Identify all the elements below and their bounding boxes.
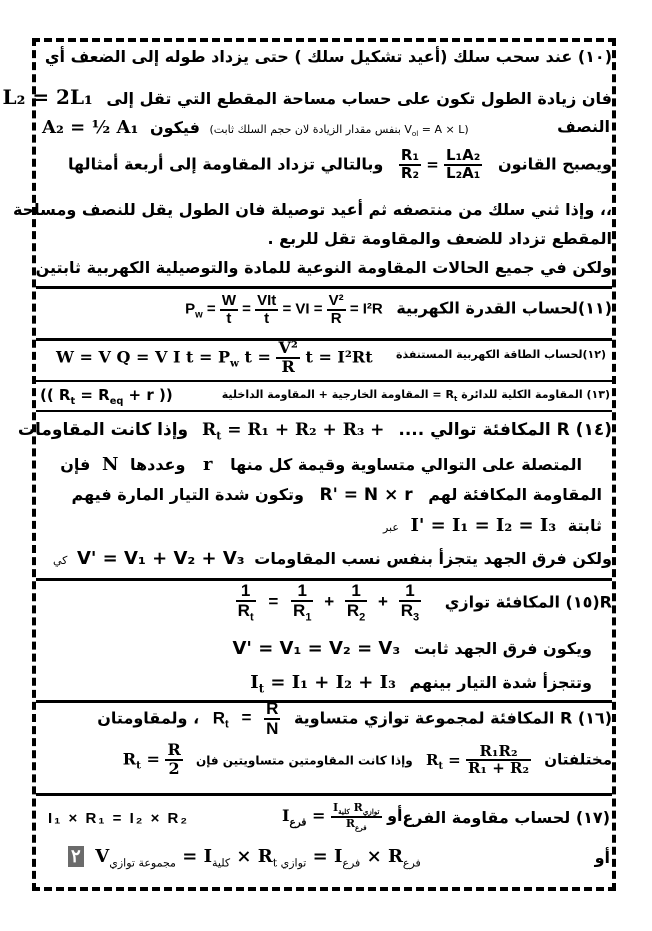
divider-7 <box>36 793 612 796</box>
section-17-label: (١٧) لحساب مقاومة الفرع <box>402 808 610 827</box>
half-eq-r: R <box>122 749 137 769</box>
section-10-length-equation: L₂ = 2L₁ <box>2 85 93 109</box>
section-14-line-4-b: عبر <box>382 521 399 534</box>
frac-r3-r: R <box>400 600 413 620</box>
section-14-line-4-a: ثابتة <box>567 516 602 535</box>
divider-1 <box>36 286 612 289</box>
frac-la-la <box>444 148 482 182</box>
series-eq-r: R <box>202 420 217 440</box>
frac-rt <box>236 602 256 624</box>
frac-branch-den-r: R <box>345 816 355 830</box>
section-16-line-2-a: مختلفتان <box>544 750 612 769</box>
section-14-line-3-a: المقاومة المكافئة لهم <box>428 485 602 504</box>
section-10-line-3-end: النصف <box>557 117 610 136</box>
frac-r-n-den: N <box>266 718 279 738</box>
section-14-line-2-a: المتصلة على التوالي متساوية وقيمة كل منها <box>230 455 582 474</box>
energy-eq-b: t = <box>244 347 271 367</box>
resistance-eq-sub2: eq <box>109 396 124 407</box>
pw-sub: w <box>195 309 203 321</box>
voltage-eq-d-sub: كلية <box>212 856 231 870</box>
section-11-label: (١١)لحساب القدرة الكهربية <box>396 298 612 318</box>
volume-note-v: (V <box>404 123 469 136</box>
frac-r2: R₂ <box>400 163 420 182</box>
frac-branch-num <box>331 802 382 818</box>
section-16-line-1-end: ، ولمقاومتان <box>97 708 200 728</box>
section-10-line-2-text: فان زيادة الطول تكون على حساب مساحة المقطع التي تقل إلى <box>106 89 612 108</box>
frac-r-n <box>264 700 280 738</box>
section-15-line-1 <box>236 582 612 624</box>
divider-3 <box>36 380 612 382</box>
section-13-line <box>40 386 610 407</box>
voltage-eq-e-sub: t توازي <box>272 856 307 870</box>
frac-r3-d <box>399 602 421 624</box>
frac-r-2-num: R <box>167 740 181 759</box>
frac-v2-r <box>327 293 346 327</box>
frac-v2: V² <box>328 292 344 309</box>
frac-r1-d <box>291 602 313 624</box>
frac-r2-d <box>345 602 367 624</box>
current-eq-sub: t <box>258 681 265 696</box>
voltage-eq-d: = I <box>182 846 212 867</box>
series-eq-sub: t <box>216 429 222 443</box>
section-13-text <box>222 388 610 403</box>
two-res-eq-r: R <box>425 750 439 769</box>
section-10-law-text: ويصبح القانون <box>497 154 612 174</box>
frac-branch-den-sub: فرع <box>355 822 367 832</box>
frac-vit-t <box>255 293 278 327</box>
section-12-label: (١٢)لحساب الطاقة الكهربية المستنفذة <box>396 348 606 361</box>
half-eq-sub: t <box>136 759 141 772</box>
frac-r-2-den: 2 <box>168 758 180 778</box>
section-17-line-2 <box>68 846 610 870</box>
section-13-text-a: (١٣) المقاومة الكلية للدائرة R <box>445 388 610 401</box>
section-14-voltage-equation: V' = V₁ + V₂ + V₃ <box>76 548 245 569</box>
frac-branch-num-sub2: توازي <box>362 807 380 817</box>
section-14-line-2-c: فإن <box>60 455 91 474</box>
frac-1-r3 <box>399 582 421 624</box>
symbol-n: N <box>101 454 119 475</box>
frac-1-rt <box>236 582 256 624</box>
resistance-eq-sub: t <box>70 396 76 407</box>
frac-w: W <box>221 292 236 309</box>
resistance-eq-a: (( R <box>40 386 71 404</box>
section-16-half-equation: $R_t$ = $\frac{R}{2}$ <box>122 740 181 778</box>
section-14-series-equation <box>202 420 384 442</box>
energy-eq-sub: w <box>230 357 239 370</box>
frac-1-c: 1 <box>345 582 367 602</box>
section-11-line <box>185 293 612 327</box>
divider-4 <box>36 410 612 412</box>
frac-v2-energy: V² <box>278 338 298 357</box>
frac-rt-r: R <box>237 600 250 620</box>
section-12-line <box>56 340 606 376</box>
frac-r1-r: R <box>293 600 306 620</box>
section-15-line-3-text: وتتجزأ شدة التيار بينهم <box>409 673 592 692</box>
frac-r2-r: R <box>346 600 360 620</box>
section-14-line-1 <box>18 420 612 442</box>
section-10-law-equation: $\frac{\text{R₁}}{\text{R₂}}$ = $\frac{\text{L₁A₂}}{\text{L₂A₁}}$ <box>400 146 481 182</box>
frac-branch-den <box>331 818 382 832</box>
energy-eq-a: W = V Q = V I t = P <box>56 347 230 367</box>
frac-r-2 <box>165 742 182 778</box>
parallel-plus-1: + <box>324 592 335 612</box>
section-14-equivalent-equation: R' = N × r <box>319 485 413 505</box>
section-17-branch-equation: $I_{فرع}$ = $\frac{I_{كلية} R_{توازي}}{R_{فرع}}$ <box>282 801 380 832</box>
frac-1-r1 <box>291 582 313 624</box>
section-14-line-3-b: وتكون شدة التيار المارة فيهم <box>71 485 304 504</box>
section-15-line-3 <box>250 672 592 696</box>
section-14-line-5-b: كي <box>52 554 68 567</box>
current-eq-rest: = I₁ + I₂ + I₃ <box>264 672 396 693</box>
frac-rt-sub: t <box>249 611 254 624</box>
section-15-current-equation <box>250 672 396 696</box>
branch-eq-sub: فرع <box>289 816 307 829</box>
voltage-v-sub: مجموعة توازي <box>109 856 176 870</box>
section-11-power-equation: $P_w$ = $\frac{W}{t}$ = $\frac{\text{VIt}}{t}$ = VI = $\frac{\text{V²}}{R}$ = I²R <box>185 292 383 327</box>
equal-eq-sub: t <box>225 718 229 731</box>
section-14-line-2-b: وعددها <box>130 455 186 474</box>
two-res-eq-sub: t <box>438 760 443 772</box>
section-15-parallel-equation <box>236 582 422 624</box>
section-10-line-7: ولكن في جميع الحالات المقاومة النوعية للمادة والتوصيلية الكهربية ثابتين <box>35 258 612 277</box>
eq-vi: = VI = <box>282 300 323 318</box>
section-15-line-2-text: ويكون فرق الجهد ثابت <box>413 639 592 658</box>
section-15-line-2 <box>233 638 593 659</box>
section-17-voltage-equation <box>95 846 421 870</box>
voltage-eq-f-sub: فرع <box>342 856 361 870</box>
eq-i2r: = I²R <box>349 300 383 318</box>
section-10-line-4 <box>68 148 612 182</box>
section-17-left-equation: I₁ × R₁ = I₂ × R₂ <box>48 810 190 827</box>
resistance-eq-b: = R <box>75 386 110 404</box>
resistance-eq-c: + r )) <box>123 386 173 404</box>
section-15-voltage-equation: V' = V₁ = V₂ = V₃ <box>232 638 401 659</box>
voltage-eq-e: × R <box>236 846 273 867</box>
frac-branch-num-sub: كلية <box>338 807 350 817</box>
section-10-volume-note <box>209 123 469 139</box>
frac-1-a: 1 <box>236 582 256 602</box>
frac-r1-r2 <box>399 148 421 182</box>
voltage-eq-c: × R <box>366 846 403 867</box>
frac-1-r2 <box>345 582 367 624</box>
section-17-or: أو <box>387 806 403 826</box>
frac-v2-r-energy <box>276 340 299 376</box>
voltage-eq-f: = I <box>312 846 343 867</box>
frac-1-b: 1 <box>291 582 313 602</box>
section-10-line-3-word: فيكون <box>149 118 200 137</box>
section-10-law-text-2: وبالتالي تزداد المقاومة إلى أربعة أمثالها <box>67 154 384 174</box>
section-12-energy-equation <box>56 340 373 376</box>
section-17-line-2-or: أو <box>594 848 610 867</box>
frac-r-energy: R <box>281 356 295 376</box>
volume-note-sub: ol <box>411 129 419 139</box>
section-16-two-resistors-equation: $R_t$ = $\frac{\text{R₁R₂}}{\text{R₁ + R₂}}$ <box>425 741 530 778</box>
section-13-text-sub: t <box>453 394 458 404</box>
volume-note-rest: = A × L بنفس مقدار الزيادة لان حجم السلك ثابت) <box>209 123 465 136</box>
frac-r: R <box>330 309 342 327</box>
symbol-r: r <box>203 454 213 475</box>
parallel-plus-2: + <box>378 592 388 612</box>
equal-eq-r: R <box>212 708 226 728</box>
section-16-line-2-b: وإذا كانت المقاومتين متساويتين فإن <box>195 753 413 768</box>
frac-w-t <box>220 293 238 327</box>
section-13-text-b: = المقاومة الخارجية + المقاومة الداخلية <box>221 388 442 401</box>
frac-t2: t <box>264 309 270 327</box>
section-10-area-equation: A₂ = ½ A₁ <box>42 117 139 138</box>
frac-r-n-num: R <box>266 699 279 718</box>
section-14-current-equation: I' = I₁ = I₂ = I₃ <box>410 515 557 536</box>
frac-t: t <box>226 309 232 327</box>
frac-branch <box>331 802 382 831</box>
series-eq-rest: = R₁ + R₂ + R₃ + <box>221 420 385 440</box>
section-16-equal-equation <box>213 700 281 738</box>
section-16-line-2 <box>123 742 612 778</box>
frac-branch-num-r: R <box>349 801 363 814</box>
voltage-eq-c-sub: فرع <box>402 856 421 870</box>
frac-r1r2-num: R₁R₂ <box>466 744 531 762</box>
branch-eq-i: I <box>282 806 290 826</box>
frac-1-d: 1 <box>399 582 421 602</box>
section-16-label: (١٦) R المكافئة لمجموعة توازي متساوية <box>293 708 612 728</box>
section-17-middle <box>282 802 403 831</box>
section-15-label: R(١٥) المكافئة توازي <box>444 592 612 612</box>
frac-r1r2-den: R₁ + R₂ <box>467 759 530 778</box>
section-14-line-1-end: وإذا كانت المقاومات <box>17 420 189 440</box>
frac-vit: VIt <box>257 292 277 309</box>
section-10-line-2 <box>3 85 612 109</box>
frac-branch-num-i: I <box>332 801 339 814</box>
energy-eq-c: t = I²Rt <box>305 347 373 367</box>
frac-r1r2 <box>466 741 531 778</box>
divider-5 <box>36 578 612 581</box>
frac-r1-sub: 1 <box>305 611 312 624</box>
current-eq-i: I <box>250 672 259 693</box>
section-14-line-4 <box>383 515 602 536</box>
section-14-line-3 <box>72 485 602 505</box>
frac-r3-sub: 3 <box>413 611 420 624</box>
voltage-v: V <box>95 846 110 867</box>
section-14-line-2 <box>60 454 582 475</box>
section-14-label: (١٤) R المكافئة توالي .... <box>398 420 612 440</box>
section-10-line-3 <box>42 117 610 138</box>
equal-eq-sign: = <box>241 708 252 728</box>
parallel-eq-sign: = <box>268 592 279 612</box>
pw-symbol: P <box>185 300 196 318</box>
page-number-badge: ٢ <box>68 846 84 867</box>
frac-l2a1: L₂A₁ <box>446 163 481 182</box>
section-14-line-5 <box>53 548 612 569</box>
section-10-line-6: المقطع تزداد للضعف والمقاومة تقل للربع . <box>267 229 612 248</box>
frac-r2-sub: 2 <box>359 611 366 624</box>
frac-l1a2: L₁A₂ <box>446 146 481 164</box>
section-16-line-1 <box>97 700 612 738</box>
frac-r1: R₁ <box>400 146 420 164</box>
section-14-line-5-a: ولكن فرق الجهد يتجزأ بنفس نسب المقاومات <box>254 549 612 568</box>
section-10-line-1: (١٠) عند سحب سلك (أعيد تشكيل سلك ) حتى يزداد طوله إلى الضعف أي <box>44 47 612 66</box>
section-13-equation <box>40 386 173 407</box>
section-10-line-5: ،، وإذا ثني سلك من منتصفه ثم أعيد توصيلة فان الطول يقل للنصف ومساحة <box>12 200 612 219</box>
